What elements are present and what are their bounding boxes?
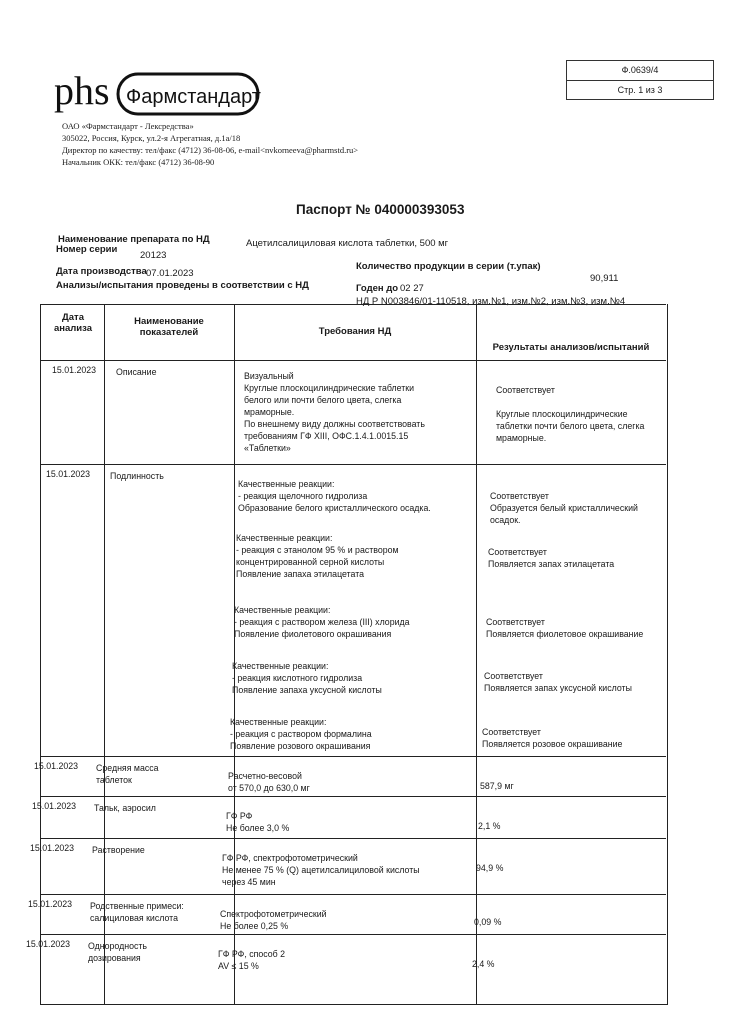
row-result: 0,09 % [474, 917, 502, 927]
identity-res-3: Соответствует Появляется фиолетовое окрашивание [486, 617, 644, 639]
drug-value: Ацетилсалициловая кислота таблетки, 500 мг [246, 238, 449, 249]
row-date: 15.01.2023 [46, 469, 91, 479]
nd-label: Анализы/испытания проведены в соответствии с НД [56, 280, 309, 291]
row-result: 94,9 % [476, 863, 504, 873]
col-rule-3 [476, 304, 477, 1004]
row-date: 15.01.2023 [28, 899, 73, 909]
company-logo [54, 64, 264, 124]
header-rule [40, 360, 666, 361]
row-result: 2,4 % [472, 959, 495, 969]
row-rule-1 [40, 464, 666, 465]
row-date: 15.01.2023 [26, 939, 71, 949]
row-date: 15.01.2023 [32, 801, 77, 811]
row-rule-5 [40, 894, 666, 895]
row-requirements: ГФ РФ, спектрофотометрический Не менее 75 % (Q) ацетилсалициловой кислоты через 45 мин [222, 853, 420, 887]
row-date: 15.01.2023 [34, 761, 79, 771]
expiry-value: 02 27 [400, 283, 424, 294]
identity-req-5: Качественные реакции: - реакция с раствором формалина Появление розового окрашивания [230, 717, 372, 751]
col-rule-1 [104, 304, 105, 1004]
row-name: Растворение [92, 845, 145, 855]
form-code-box [566, 60, 714, 100]
row-name: Подлинность [110, 471, 164, 481]
company-name: ОАО «Фармстандарт - Лексредства» [62, 121, 194, 131]
identity-res-4: Соответствует Появляется запах уксусной кислоты [484, 671, 632, 693]
table-top-rule [40, 304, 666, 305]
identity-res-5: Соответствует Появляется розовое окрашивание [482, 727, 623, 749]
header-requirements: Требования НД [318, 326, 392, 337]
series-label: Номер серии [56, 244, 118, 255]
production-date-label: Дата производства [56, 266, 147, 277]
identity-res-2: Соответствует Появляется запах этилацетата [488, 547, 615, 569]
row-requirements: ГФ РФ Не более 3,0 % [226, 811, 290, 833]
row-name: Описание [116, 367, 157, 377]
logo-name: Фармстандарт [126, 86, 261, 108]
col-rule-2 [234, 304, 235, 1004]
row-requirements: ГФ РФ, способ 2 AV ≤ 15 % [218, 949, 286, 971]
series-value: 20123 [140, 250, 167, 261]
row-result: 587,9 мг [480, 781, 514, 791]
header-name: Наименование показателей [134, 316, 204, 338]
qty-label: Количество продукции в серии (т.упак) [356, 261, 541, 272]
row-rule-6 [40, 934, 666, 935]
row-result: 2,1 % [478, 821, 501, 831]
identity-req-4: Качественные реакции: - реакция кислотного гидролиза Появление запаха уксусной кислоты [232, 661, 382, 695]
row-rule-4 [40, 838, 666, 839]
row-name: Средняя масса таблеток [96, 763, 159, 785]
page-title: Паспорт № 040000393053 [296, 202, 465, 217]
logo-mark: phs [54, 68, 110, 113]
company-info [62, 120, 358, 168]
quality-director: Директор по качеству: тел/факс (4712) 36-08-06, e-mail<nvkorneeva@pharmstd.ru> [62, 145, 359, 155]
qty-value: 90,911 [590, 273, 619, 284]
row-name: Однородность дозирования [88, 941, 148, 963]
company-address: 305022, Россия, Курск, ул.2-я Агрегатная, д.1а/18 [62, 133, 241, 143]
row-result: Соответствует Круглые плоскоцилиндрические таблетки почти белого цвета, слегка мраморные. [496, 385, 645, 443]
production-date-value: 07.01.2023 [146, 268, 194, 279]
row-date: 15.01.2023 [30, 843, 75, 853]
row-name: Родственные примеси: салициловая кислота [90, 901, 184, 923]
identity-req-2: Качественные реакции: - реакция с этанолом 95 % и раствором концентрированной серной кислоты Появление запаха этилацетата [236, 533, 399, 579]
row-date: 15.01.2023 [52, 365, 97, 375]
nd-value: НД Р N003846/01-110518, изм.№1, изм.№2, изм.№3, изм.№4 [356, 296, 626, 307]
row-rule-3 [40, 796, 666, 797]
identity-req-1: Качественные реакции: - реакция щелочного гидролиза Образование белого кристаллического осадка. [238, 479, 431, 513]
header-date: Дата анализа [53, 312, 93, 334]
identity-req-3: Качественные реакции: - реакция с раствором железа (III) хлорида Появление фиолетового окрашивания [234, 605, 410, 639]
row-rule-2 [40, 756, 666, 757]
expiry-label: Годен до [356, 283, 399, 294]
page-number: Стр. 1 из 3 [617, 85, 663, 95]
identity-res-1: Соответствует Образуется белый кристаллический осадок. [490, 491, 638, 525]
row-requirements: Расчетно-весовой от 570,0 до 630,0 мг [228, 771, 310, 793]
row-requirements: Спектрофотометрический Не более 0,25 % [220, 909, 327, 931]
header-results: Результаты анализов/испытаний [492, 342, 650, 353]
row-name: Тальк, аэросил [94, 803, 156, 813]
form-code: Ф.0639/4 [567, 61, 713, 81]
okk-head: Начальник ОКК: тел/факс (4712) 36-08-90 [62, 157, 215, 167]
drug-label: Наименование препарата по НД [58, 234, 210, 245]
row-requirements: Визуальный Круглые плоскоцилиндрические таблетки белого или почти белого цвета, слегка мраморные. По внешнему виду должны соответствовать требованиям ГФ XIII, ОФС.1.4.1.0015.15 «Таблетки» [244, 371, 425, 453]
